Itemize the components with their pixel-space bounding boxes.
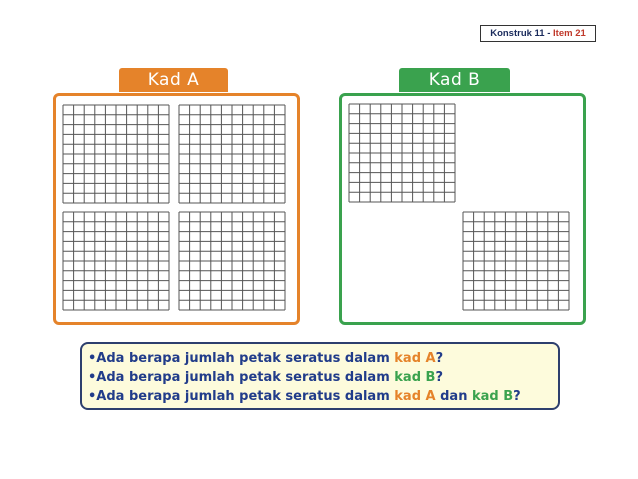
hundred-grid-a4 — [179, 212, 285, 310]
q1-mark: ? — [435, 351, 444, 366]
question-3 — [88, 387, 558, 406]
question-2 — [88, 368, 558, 387]
construct-label: Konstruk 11 - — [490, 28, 554, 39]
construct-item-tag — [480, 25, 596, 42]
q2-text: •Ada berapa jumlah petak seratus dalam — [88, 370, 395, 385]
q2-mark: ? — [435, 370, 443, 385]
q3-card-b: kad B — [471, 389, 514, 404]
hundred-grid-a3 — [63, 212, 169, 310]
q3-mark: ? — [513, 389, 521, 404]
hundred-grid-b2 — [463, 212, 569, 310]
hundred-grid-b1 — [349, 104, 455, 202]
item-label: Item 21 — [553, 28, 586, 39]
q3-and: dan — [435, 389, 472, 404]
q2-card-b: kad B — [394, 370, 436, 385]
question-1 — [88, 349, 558, 368]
q1-text: •Ada berapa jumlah petak seratus dalam — [88, 351, 395, 366]
card-b-label: Kad B — [399, 68, 510, 92]
hundred-grid-a1 — [63, 105, 169, 203]
q3-card-a: kad A — [394, 389, 436, 404]
question-box — [80, 342, 560, 410]
q1-card-a: kad A — [394, 351, 436, 366]
card-a-label: Kad A — [119, 68, 228, 92]
hundred-grid-a2 — [179, 105, 285, 203]
q3-text: •Ada berapa jumlah petak seratus dalam — [88, 389, 395, 404]
